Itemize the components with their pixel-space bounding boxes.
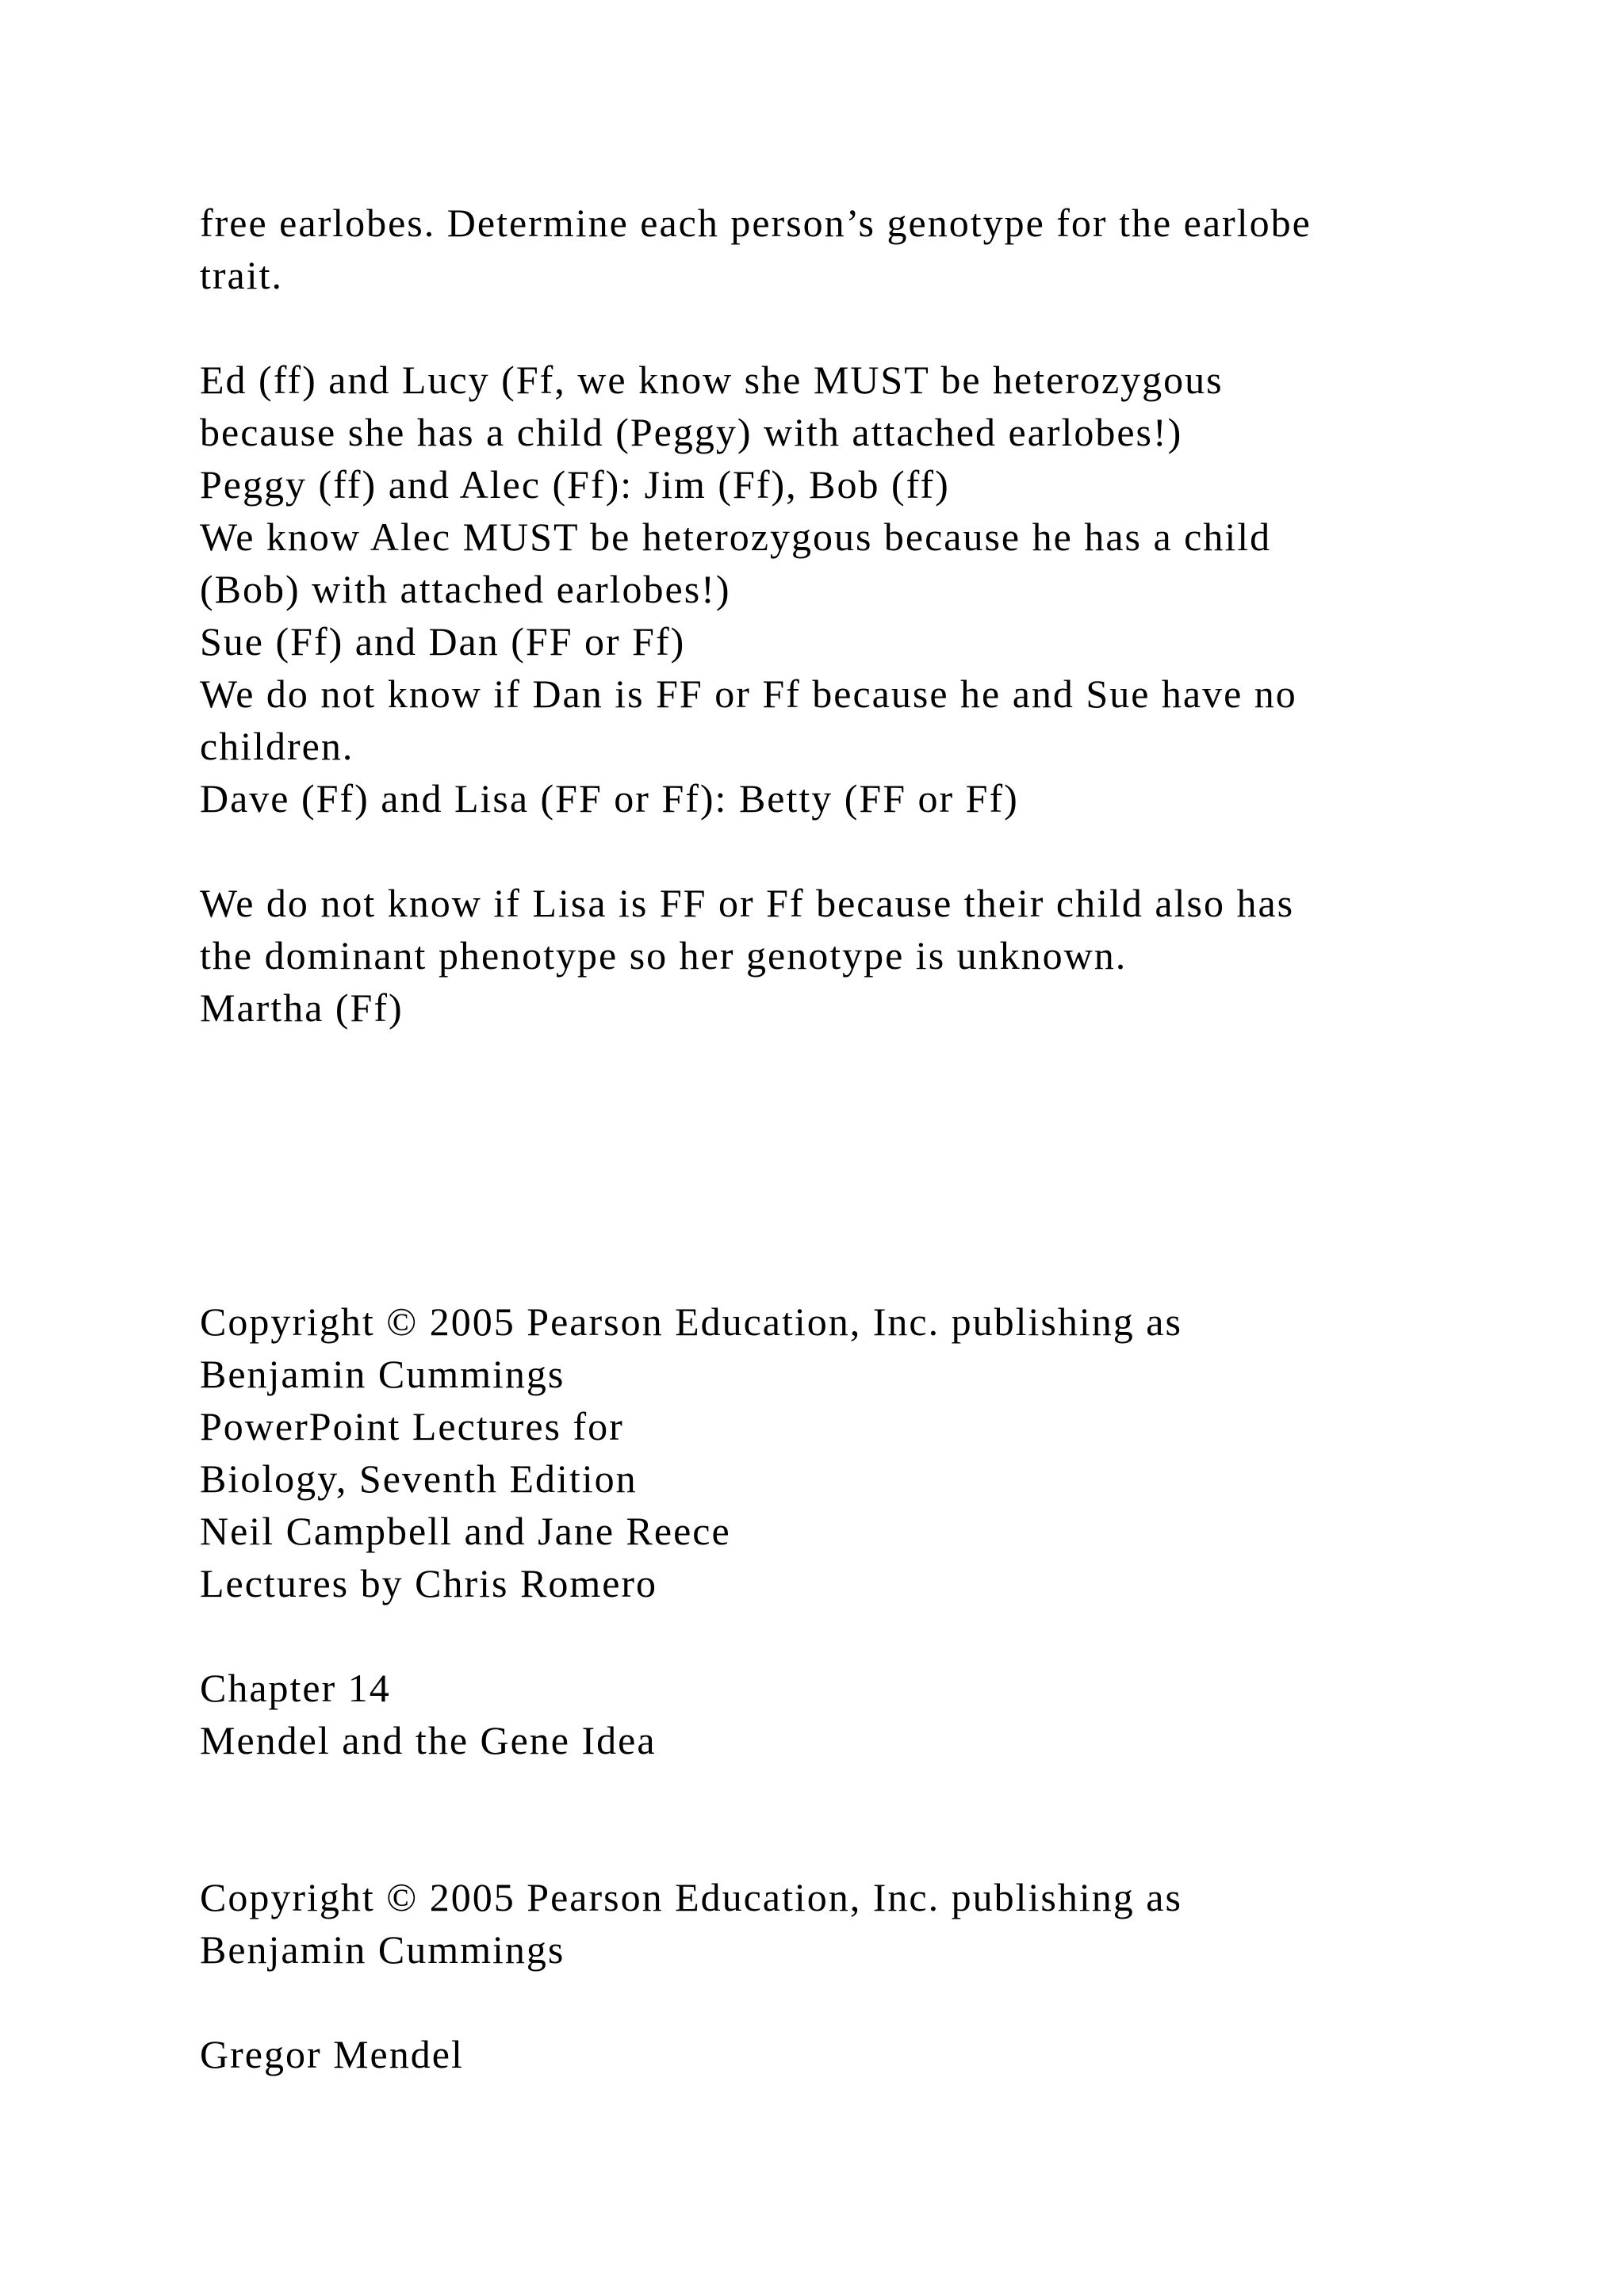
blank-line <box>200 301 1548 354</box>
text-line: Dave (Ff) and Lisa (FF or Ff): Betty (FF or Ff) <box>200 776 1019 821</box>
text-line: We do not know if Lisa is FF or Ff because their child also has <box>200 881 1295 925</box>
text-line: Neil Campbell and Jane Reece <box>200 1509 731 1553</box>
blank-line <box>200 1609 1548 1662</box>
blank-line <box>200 1034 1548 1086</box>
text-line: children. <box>200 724 354 768</box>
text-line: Peggy (ff) and Alec (Ff): Jim (Ff), Bob (ff) <box>200 462 950 507</box>
blank-line <box>200 1766 1548 1819</box>
text-line: Martha (Ff) <box>200 985 404 1030</box>
blank-line <box>200 1191 1548 1243</box>
chapter-heading: Chapter 14 <box>200 1666 391 1710</box>
text-line: because she has a child (Peggy) with attached earlobes!) <box>200 410 1183 454</box>
blank-line <box>200 1243 1548 1295</box>
blank-line <box>200 1976 1548 2028</box>
text-line: Ed (ff) and Lucy (Ff, we know she MUST be heterozygous <box>200 358 1224 402</box>
copyright-line: Copyright © 2005 Pearson Education, Inc. publishing as <box>200 1299 1182 1344</box>
text-line: Sue (Ff) and Dan (FF or Ff) <box>200 619 686 664</box>
chapter-title: Mendel and the Gene Idea <box>200 1718 657 1762</box>
document-text <box>200 197 1548 2080</box>
copyright-line: Copyright © 2005 Pearson Education, Inc. publishing as <box>200 1875 1182 1919</box>
text-line: PowerPoint Lectures for <box>200 1404 624 1448</box>
blank-line <box>200 1819 1548 1871</box>
text-line: We know Alec MUST be heterozygous because he has a child <box>200 515 1272 559</box>
blank-line <box>200 1086 1548 1138</box>
text-line: the dominant phenotype so her genotype is unknown. <box>200 933 1128 978</box>
text-line: trait. <box>200 253 284 297</box>
text-line: Benjamin Cummings <box>200 1927 565 1972</box>
text-line: free earlobes. Determine each person’s genotype for the earlobe <box>200 201 1312 245</box>
section-title: Gregor Mendel <box>200 2032 464 2076</box>
text-line: (Bob) with attached earlobes!) <box>200 567 731 611</box>
text-line: Lectures by Chris Romero <box>200 1561 658 1605</box>
text-line: Benjamin Cummings <box>200 1352 565 1396</box>
blank-line <box>200 825 1548 877</box>
blank-line <box>200 1138 1548 1191</box>
text-line: We do not know if Dan is FF or Ff because he and Sue have no <box>200 672 1297 716</box>
text-line: Biology, Seventh Edition <box>200 1456 638 1501</box>
